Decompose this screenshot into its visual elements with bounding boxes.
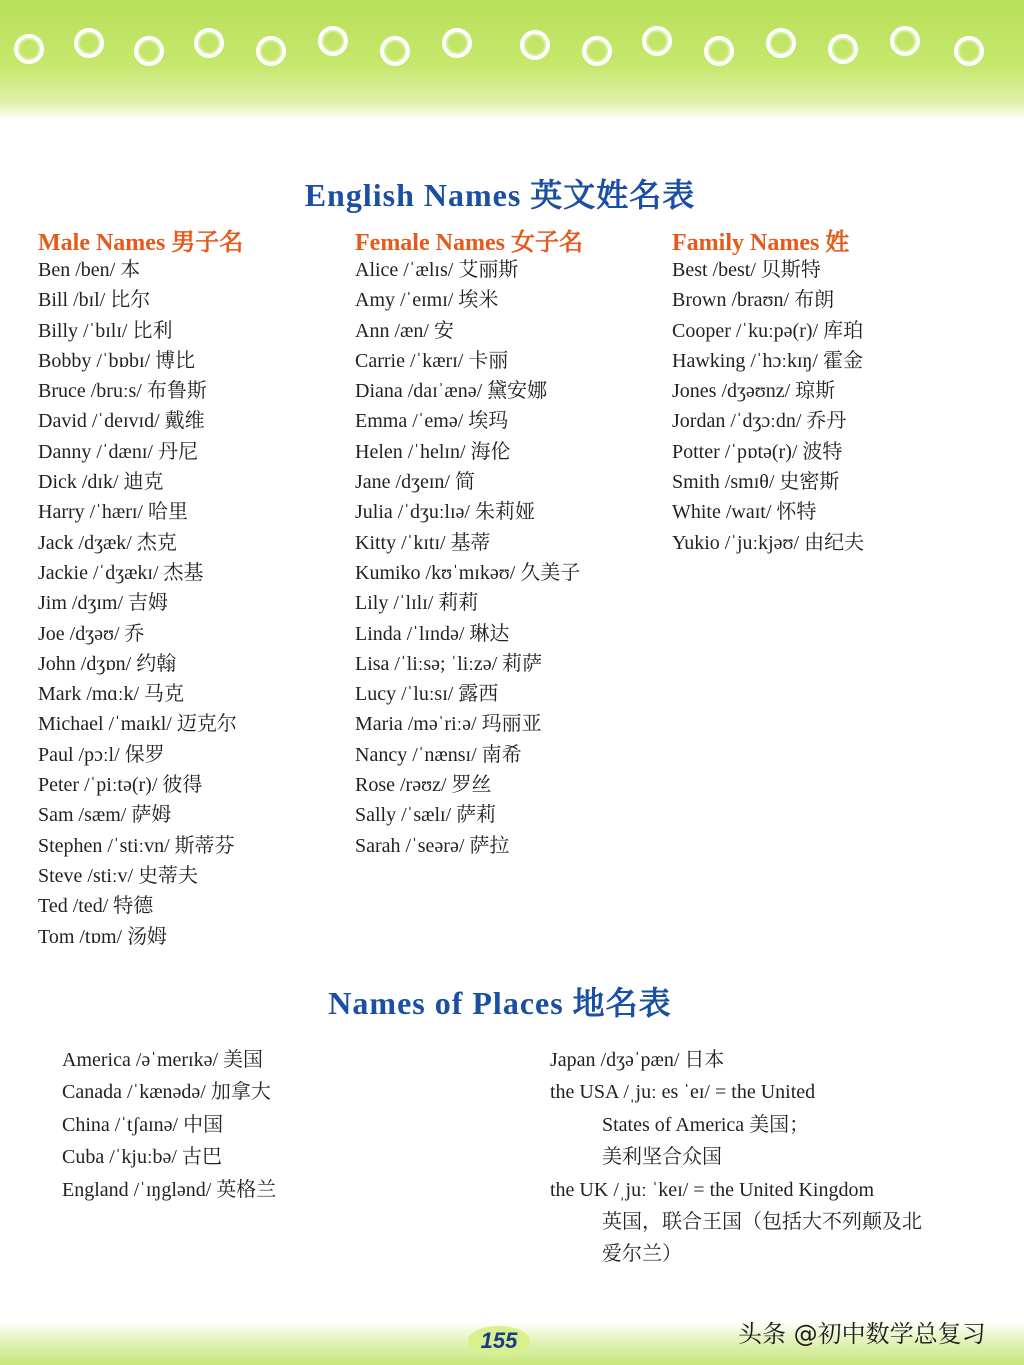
female-name-entry: Sally /ˈsælɪ/ 萨莉 — [355, 804, 497, 827]
circle-pattern — [0, 20, 1024, 80]
female-names-list — [355, 255, 580, 861]
female-name-entry: Julia /ˈdʒuːlɪə/ 朱莉娅 — [355, 501, 535, 524]
family-name-entry: Smith /smɪθ/ 史密斯 — [672, 471, 840, 494]
male-name-entry: Paul /pɔːl/ 保罗 — [38, 743, 165, 766]
female-name-entry: Rose /rəʊz/ 罗丝 — [355, 774, 492, 797]
male-names-heading: Male Names 男子名 — [38, 230, 244, 256]
place-entry: England /ˈɪŋglənd/ 英格兰 — [62, 1178, 277, 1201]
male-name-entry: Peter /ˈpiːtə(r)/ 彼得 — [38, 774, 203, 797]
place-entry: the USA /ˌjuː es ˈeɪ/ = the United — [550, 1081, 816, 1104]
male-name-entry: Tom /tɒm/ 汤姆 — [38, 925, 168, 948]
male-name-entry: Joe /dʒəʊ/ 乔 — [38, 622, 145, 645]
female-name-entry: Kumiko /kʊˈmɪkəʊ/ 久美子 — [355, 561, 581, 584]
place-entry: China /ˈtʃaɪnə/ 中国 — [62, 1113, 224, 1136]
family-name-entry: Cooper /ˈkuːpə(r)/ 库珀 — [672, 319, 864, 342]
family-name-entry: Jordan /ˈdʒɔːdn/ 乔丹 — [672, 410, 847, 433]
male-name-entry: Billy /ˈbɪlɪ/ 比利 — [38, 319, 173, 342]
places-title: Names of Places 地名表 — [328, 985, 672, 1021]
circle-decoration — [890, 26, 920, 56]
circle-decoration — [582, 36, 612, 66]
male-name-entry: Sam /sæm/ 萨姆 — [38, 804, 172, 827]
male-name-entry: John /dʒɒn/ 约翰 — [38, 652, 177, 675]
female-name-entry: Linda /ˈlɪndə/ 琳达 — [355, 622, 510, 645]
male-name-entry: Danny /ˈdænɪ/ 丹尼 — [38, 440, 198, 463]
male-name-entry: Jack /dʒæk/ 杰克 — [38, 531, 177, 554]
female-name-entry: Maria /məˈriːə/ 玛丽亚 — [355, 713, 542, 736]
female-name-entry: Helen /ˈhelɪn/ 海伦 — [355, 440, 511, 463]
male-name-entry: Jim /dʒɪm/ 吉姆 — [38, 592, 168, 615]
female-name-entry: Ann /æn/ 安 — [355, 319, 454, 342]
family-name-entry: Hawking /ˈhɔːkɪŋ/ 霍金 — [672, 349, 863, 372]
female-name-entry: Kitty /ˈkɪtɪ/ 基蒂 — [355, 531, 491, 554]
family-name-entry: Potter /ˈpɒtə(r)/ 波特 — [672, 440, 843, 463]
male-name-entry: Ted /ted/ 特德 — [38, 895, 154, 918]
female-name-entry: Jane /dʒeɪn/ 简 — [355, 471, 475, 494]
place-entry: America /əˈmerɪkə/ 美国 — [62, 1049, 264, 1071]
male-name-entry: Dick /dɪk/ 迪克 — [38, 471, 164, 494]
place-entry: Japan /dʒəˈpæn/ 日本 — [550, 1049, 725, 1071]
male-name-entry: Bobby /ˈbɒbɪ/ 博比 — [38, 349, 196, 372]
page-title: English Names 英文姓名表 — [304, 177, 696, 213]
circle-decoration — [642, 26, 672, 56]
male-name-entry: Steve /stiːv/ 史蒂夫 — [38, 864, 198, 887]
male-name-entry: Harry /ˈhærɪ/ 哈里 — [38, 501, 188, 524]
female-name-entry: Lisa /ˈliːsə; ˈliːzə/ 莉萨 — [355, 652, 543, 675]
circle-decoration — [704, 36, 734, 66]
place-entry: States of America 美国； — [602, 1113, 810, 1136]
female-name-entry: Sarah /ˈseərə/ 萨拉 — [355, 834, 510, 857]
family-names-list — [672, 255, 864, 558]
male-name-entry: Mark /mɑːk/ 马克 — [38, 683, 185, 706]
places-list-left — [62, 1044, 276, 1206]
family-name-entry: Best /best/ 贝斯特 — [672, 259, 821, 281]
circle-decoration — [256, 36, 286, 66]
female-name-entry: Nancy /ˈnænsɪ/ 南希 — [355, 743, 522, 766]
circle-decoration — [766, 28, 796, 58]
female-name-entry: Amy /ˈeɪmɪ/ 埃米 — [355, 289, 499, 312]
circle-decoration — [954, 36, 984, 66]
family-name-entry: Brown /braʊn/ 布朗 — [672, 289, 835, 312]
circle-decoration — [14, 34, 44, 64]
male-name-entry: Bruce /bruːs/ 布鲁斯 — [38, 380, 207, 403]
male-names-list — [38, 255, 237, 952]
circle-decoration — [134, 36, 164, 66]
family-names-heading: Family Names 姓 — [672, 230, 850, 256]
male-name-entry: David /ˈdeɪvɪd/ 戴维 — [38, 410, 205, 433]
place-entry: 爱尔兰） — [602, 1243, 682, 1266]
circle-decoration — [318, 26, 348, 56]
female-name-entry: Lily /ˈlɪlɪ/ 莉莉 — [355, 592, 479, 615]
place-entry: Canada /ˈkænədə/ 加拿大 — [62, 1081, 271, 1104]
female-names-heading: Female Names 女子名 — [355, 230, 583, 256]
female-name-entry: Carrie /ˈkærɪ/ 卡丽 — [355, 349, 509, 372]
male-name-entry: Ben /ben/ 本 — [38, 259, 141, 281]
female-name-entry: Lucy /ˈluːsɪ/ 露西 — [355, 683, 499, 706]
top-decorative-band — [0, 0, 1024, 120]
circle-decoration — [442, 28, 472, 58]
female-name-entry: Emma /ˈemə/ 埃玛 — [355, 410, 509, 433]
family-name-entry: White /waɪt/ 怀特 — [672, 501, 817, 524]
female-name-entry: Alice /ˈælɪs/ 艾丽斯 — [355, 259, 519, 281]
male-name-entry: Jackie /ˈdʒækɪ/ 杰基 — [38, 561, 204, 584]
male-name-entry: Bill /bɪl/ 比尔 — [38, 289, 151, 312]
male-name-entry: Michael /ˈmaɪkl/ 迈克尔 — [38, 713, 237, 736]
places-list-right — [550, 1044, 922, 1271]
place-entry: 英国，联合王国（包括大不列颠及北 — [602, 1210, 922, 1233]
place-entry: the UK /ˌjuː ˈkeɪ/ = the United Kingdom — [550, 1178, 875, 1201]
circle-decoration — [520, 30, 550, 60]
female-name-entry: Diana /daɪˈænə/ 黛安娜 — [355, 380, 548, 403]
place-entry: Cuba /ˈkjuːbə/ 古巴 — [62, 1146, 222, 1169]
page-number: 155 — [468, 1326, 530, 1356]
circle-decoration — [194, 28, 224, 58]
family-name-entry: Yukio /ˈjuːkjəʊ/ 由纪夫 — [672, 531, 865, 554]
male-name-entry: Stephen /ˈstiːvn/ 斯蒂芬 — [38, 834, 235, 857]
place-entry: 美利坚合众国 — [602, 1146, 722, 1169]
watermark: 头条 @初中数学总复习 — [738, 1320, 986, 1348]
family-name-entry: Jones /dʒəʊnz/ 琼斯 — [672, 380, 836, 403]
circle-decoration — [74, 28, 104, 58]
circle-decoration — [828, 34, 858, 64]
circle-decoration — [380, 36, 410, 66]
